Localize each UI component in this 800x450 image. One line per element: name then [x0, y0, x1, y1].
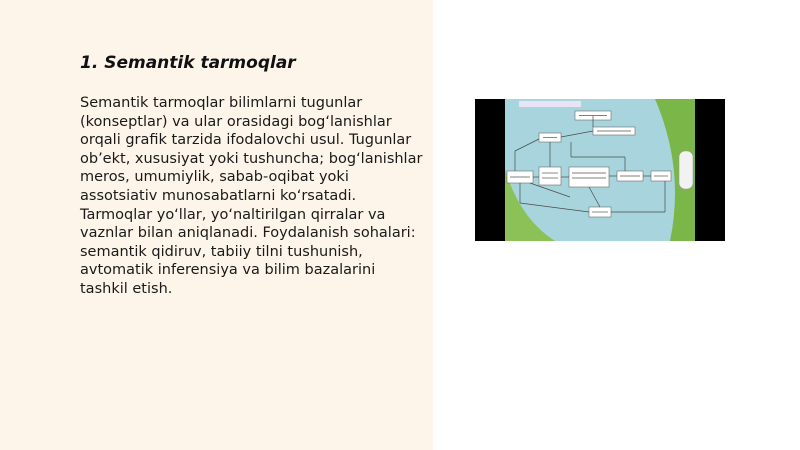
diagram-title-strip [519, 101, 581, 107]
node-box [539, 167, 561, 185]
diagram-illustration [475, 99, 725, 241]
node-box [569, 167, 609, 187]
slide-title: 1. Semantik tarmoqlar [80, 53, 296, 73]
cylinder-shape [679, 151, 693, 189]
slide-body-text: Semantik tarmoqlar bilimlarni tugunlar (konseptlar) va ular orasidagi bog‘lanishlar orqali grafik tarzida ifodalovchi usul. Tugunlar ob’ekt, xususiyat yoki tushuncha; bog‘lanishlar meros, umumiylik, sabab-oqibat yoki assotsiativ munosabatlarni ko‘rsatadi. Tarmoqlar yo‘llar, yo‘naltirilgan qirralar va vaznlar bilan aniqlanadi. Foydalanish sohalari: semantik qidiruv, tabiiy tilni tushunish, avtomatik inferensiya va bilim bazalarini tashkil etish. [80, 95, 423, 297]
semantic-network-diagram-image [475, 99, 725, 241]
